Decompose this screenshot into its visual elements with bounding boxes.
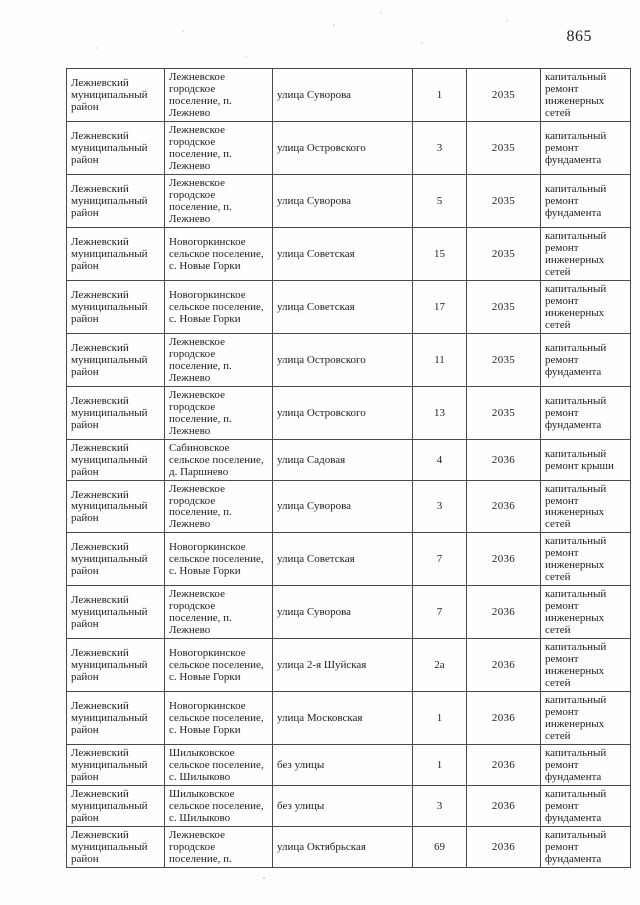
- table-row: [67, 639, 631, 692]
- district-cell: Лежневский муниципальный район: [67, 333, 165, 386]
- house-number-cell: 17: [413, 280, 467, 333]
- street-cell: улица Суворова: [273, 174, 413, 227]
- district-cell: Лежневский муниципальный район: [67, 480, 165, 533]
- settlement-cell: Шилыковское сельское поселение, с. Шилыково: [165, 786, 273, 827]
- street-cell: улица Московская: [273, 692, 413, 745]
- district-cell: Лежневский муниципальный район: [67, 280, 165, 333]
- settlement-cell: Сабиновское сельское поселение, д. Паршнево: [165, 439, 273, 480]
- house-number-cell: 7: [413, 586, 467, 639]
- district-cell: Лежневский муниципальный район: [67, 745, 165, 786]
- repair-type-cell: капитальный ремонт крыши: [541, 439, 631, 480]
- house-number-cell: 13: [413, 386, 467, 439]
- page-number: 865: [566, 28, 592, 45]
- street-cell: улица Советская: [273, 280, 413, 333]
- house-number-cell: 2а: [413, 639, 467, 692]
- house-number-cell: 3: [413, 121, 467, 174]
- year-cell: 2036: [467, 827, 541, 868]
- street-cell: улица Островского: [273, 333, 413, 386]
- district-cell: Лежневский муниципальный район: [67, 439, 165, 480]
- table-row: [67, 280, 631, 333]
- settlement-cell: Новогоркинское сельское поселение, с. Новые Горки: [165, 280, 273, 333]
- house-number-cell: 5: [413, 174, 467, 227]
- district-cell: Лежневский муниципальный район: [67, 69, 165, 122]
- repair-type-cell: капитальный ремонт инженерных сетей: [541, 69, 631, 122]
- street-cell: улица 2-я Шуйская: [273, 639, 413, 692]
- repair-type-cell: капитальный ремонт фундамента: [541, 333, 631, 386]
- table-row: [67, 586, 631, 639]
- street-cell: без улицы: [273, 745, 413, 786]
- repair-type-cell: капитальный ремонт фундамента: [541, 827, 631, 868]
- table-row: [67, 227, 631, 280]
- scan-speck: [380, 12, 382, 14]
- street-cell: улица Островского: [273, 121, 413, 174]
- scan-speck: [263, 877, 265, 879]
- capital-repairs-table: [66, 68, 631, 868]
- scan-speck: [96, 47, 98, 49]
- district-cell: Лежневский муниципальный район: [67, 639, 165, 692]
- table-row: [67, 827, 631, 868]
- street-cell: улица Октябрьская: [273, 827, 413, 868]
- table-row: [67, 745, 631, 786]
- table-body: [67, 69, 631, 868]
- year-cell: 2035: [467, 69, 541, 122]
- year-cell: 2035: [467, 333, 541, 386]
- street-cell: улица Советская: [273, 533, 413, 586]
- settlement-cell: Лежневское городское поселение, п. Лежнево: [165, 386, 273, 439]
- repair-type-cell: капитальный ремонт инженерных сетей: [541, 639, 631, 692]
- table-row: [67, 386, 631, 439]
- table-row: [67, 121, 631, 174]
- scan-speck: [506, 20, 508, 22]
- repair-type-cell: капитальный ремонт фундамента: [541, 121, 631, 174]
- settlement-cell: Шилыковское сельское поселение, с. Шилыково: [165, 745, 273, 786]
- year-cell: 2035: [467, 386, 541, 439]
- settlement-cell: Лежневское городское поселение, п.: [165, 827, 273, 868]
- scan-speck: [245, 56, 247, 58]
- district-cell: Лежневский муниципальный район: [67, 692, 165, 745]
- street-cell: улица Советская: [273, 227, 413, 280]
- year-cell: 2036: [467, 480, 541, 533]
- district-cell: Лежневский муниципальный район: [67, 586, 165, 639]
- district-cell: Лежневский муниципальный район: [67, 174, 165, 227]
- table-row: [67, 333, 631, 386]
- year-cell: 2036: [467, 439, 541, 480]
- street-cell: улица Суворова: [273, 69, 413, 122]
- house-number-cell: 69: [413, 827, 467, 868]
- settlement-cell: Лежневское городское поселение, п. Лежнево: [165, 586, 273, 639]
- repair-type-cell: капитальный ремонт инженерных сетей: [541, 480, 631, 533]
- street-cell: улица Островского: [273, 386, 413, 439]
- table-row: [67, 69, 631, 122]
- district-cell: Лежневский муниципальный район: [67, 786, 165, 827]
- table-row: [67, 174, 631, 227]
- settlement-cell: Лежневское городское поселение, п. Лежнево: [165, 69, 273, 122]
- settlement-cell: Лежневское городское поселение, п. Лежнево: [165, 480, 273, 533]
- table-row: [67, 533, 631, 586]
- house-number-cell: 1: [413, 692, 467, 745]
- table-row: [67, 692, 631, 745]
- year-cell: 2036: [467, 533, 541, 586]
- year-cell: 2036: [467, 692, 541, 745]
- repair-type-cell: капитальный ремонт инженерных сетей: [541, 586, 631, 639]
- repair-type-cell: капитальный ремонт инженерных сетей: [541, 280, 631, 333]
- repair-type-cell: капитальный ремонт фундамента: [541, 386, 631, 439]
- settlement-cell: Новогоркинское сельское поселение, с. Новые Горки: [165, 639, 273, 692]
- repair-type-cell: капитальный ремонт инженерных сетей: [541, 533, 631, 586]
- house-number-cell: 7: [413, 533, 467, 586]
- house-number-cell: 15: [413, 227, 467, 280]
- street-cell: без улицы: [273, 786, 413, 827]
- scan-speck: [333, 24, 335, 26]
- year-cell: 2036: [467, 786, 541, 827]
- table-row: [67, 439, 631, 480]
- house-number-cell: 11: [413, 333, 467, 386]
- year-cell: 2036: [467, 586, 541, 639]
- table-row: [67, 786, 631, 827]
- district-cell: Лежневский муниципальный район: [67, 533, 165, 586]
- settlement-cell: Новогоркинское сельское поселение, с. Новые Горки: [165, 227, 273, 280]
- repair-type-cell: капитальный ремонт фундамента: [541, 174, 631, 227]
- house-number-cell: 3: [413, 786, 467, 827]
- house-number-cell: 3: [413, 480, 467, 533]
- year-cell: 2036: [467, 639, 541, 692]
- year-cell: 2035: [467, 280, 541, 333]
- district-cell: Лежневский муниципальный район: [67, 227, 165, 280]
- house-number-cell: 1: [413, 745, 467, 786]
- scan-speck: [421, 42, 423, 44]
- year-cell: 2036: [467, 745, 541, 786]
- house-number-cell: 1: [413, 69, 467, 122]
- street-cell: улица Суворова: [273, 480, 413, 533]
- repair-type-cell: капитальный ремонт фундамента: [541, 786, 631, 827]
- year-cell: 2035: [467, 227, 541, 280]
- year-cell: 2035: [467, 121, 541, 174]
- street-cell: улица Суворова: [273, 586, 413, 639]
- settlement-cell: Лежневское городское поселение, п. Лежнево: [165, 121, 273, 174]
- settlement-cell: Лежневское городское поселение, п. Лежнево: [165, 333, 273, 386]
- district-cell: Лежневский муниципальный район: [67, 121, 165, 174]
- settlement-cell: Лежневское городское поселение, п. Лежнево: [165, 174, 273, 227]
- street-cell: улица Садовая: [273, 439, 413, 480]
- scan-speck: [182, 30, 184, 32]
- district-cell: Лежневский муниципальный район: [67, 827, 165, 868]
- repair-type-cell: капитальный ремонт инженерных сетей: [541, 692, 631, 745]
- table-row: [67, 480, 631, 533]
- district-cell: Лежневский муниципальный район: [67, 386, 165, 439]
- settlement-cell: Новогоркинское сельское поселение, с. Новые Горки: [165, 692, 273, 745]
- repair-type-cell: капитальный ремонт фундамента: [541, 745, 631, 786]
- repair-type-cell: капитальный ремонт инженерных сетей: [541, 227, 631, 280]
- year-cell: 2035: [467, 174, 541, 227]
- house-number-cell: 4: [413, 439, 467, 480]
- settlement-cell: Новогоркинское сельское поселение, с. Новые Горки: [165, 533, 273, 586]
